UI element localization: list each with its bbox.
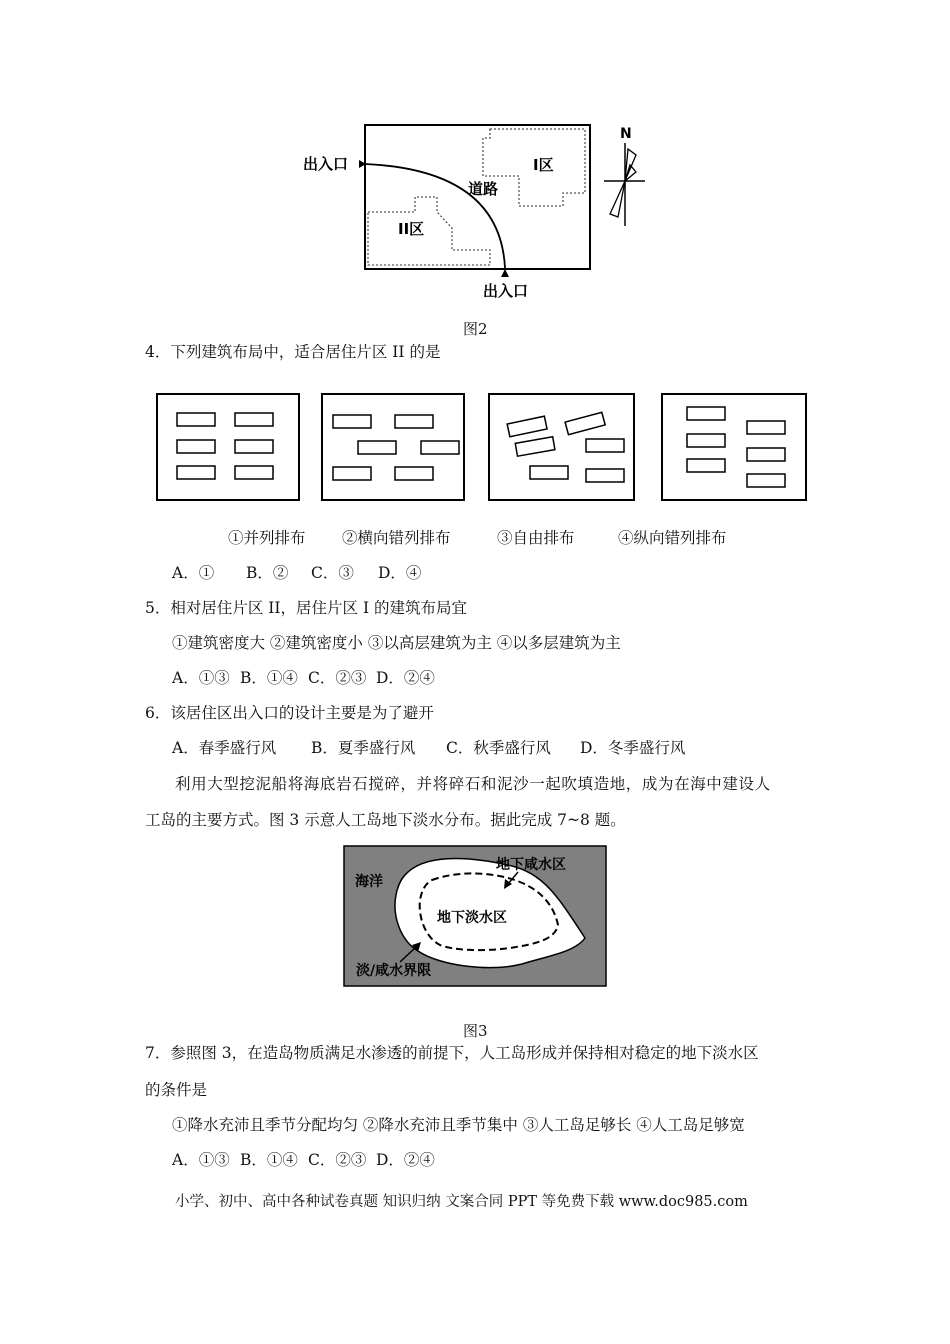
q4-option-d: D．④ [378,564,422,582]
zone-1-label: I区 [533,156,554,174]
q7-statements: ①降水充沛且季节分配均匀 ②降水充沛且季节集中 ③人工岛足够长 ④人工岛足够宽 [172,1116,745,1134]
entrance-top-label: 出入口 [303,155,349,173]
footer-text: 小学、初中、高中各种试卷真题 知识归纳 文案合同 PPT 等免费下载 www.doc985.com [175,1194,748,1210]
q6-option-c: C．秋季盛行风 [446,739,551,757]
zone-2-label: II区 [398,220,425,238]
q5-statements: ①建筑密度大 ②建筑密度小 ③以高层建筑为主 ④以多层建筑为主 [172,634,621,652]
q5-stem: 5．相对居住片区 II，居住片区 I 的建筑布局宜 [145,599,468,617]
road-label: 道路 [468,180,499,198]
north-label: N [620,126,632,142]
q5-option-a: A．①③ [172,669,230,687]
layout-label-4: ④纵向错列排布 [618,529,727,547]
q7-stem-line-2: 的条件是 [145,1081,208,1099]
q6-stem: 6．该居住区出入口的设计主要是为了避开 [145,704,434,722]
boundary-label: 淡/咸水界限 [356,963,432,979]
passage-line-1: 利用大型挖泥船将海底岩石搅碎，并将碎石和泥沙一起吹填造地，成为在海中建设人 [175,775,771,793]
q7-stem-line-1: 7．参照图 3，在造岛物质满足水渗透的前提下，人工岛形成并保持相对稳定的地下淡水区 [145,1044,759,1062]
q5-option-b: B．①④ [240,669,298,687]
q4-option-c: C．③ [311,564,354,582]
passage-line-2: 工岛的主要方式。图 3 示意人工岛地下淡水分布。据此完成 7~8 题。 [145,811,626,829]
layout-label-1: ①并列排布 [228,529,306,547]
q5-option-c: C．②③ [308,669,367,687]
ocean-label: 海洋 [355,874,383,890]
q6-option-d: D．冬季盛行风 [580,739,686,757]
q5-option-d: D．②④ [376,669,435,687]
q4-stem: 4．下列建筑布局中，适合居住片区 II 的是 [145,343,441,361]
q6-option-b: B．夏季盛行风 [311,739,416,757]
q7-option-c: C．②③ [308,1151,367,1169]
layout-label-3: ③自由排布 [497,529,575,547]
saltwater-label: 地下咸水区 [496,857,566,873]
layout-label-2: ②横向错列排布 [342,529,451,547]
freshwater-label: 地下淡水区 [437,910,507,926]
q7-option-a: A．①③ [172,1151,230,1169]
q4-option-a: A．① [172,564,215,582]
figure-3-caption: 图3 [463,1022,488,1040]
figure-2-caption: 图2 [463,320,488,338]
entrance-bottom-label: 出入口 [483,282,529,300]
q6-option-a: A．春季盛行风 [172,739,277,757]
q7-option-d: D．②④ [376,1151,435,1169]
q7-option-b: B．①④ [240,1151,298,1169]
q4-option-b: B．② [246,564,289,582]
